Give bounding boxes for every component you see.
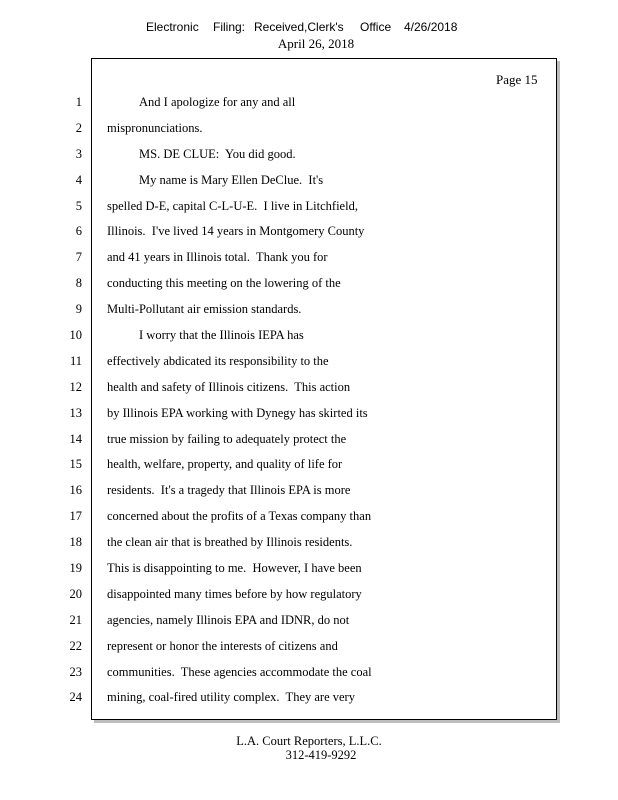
transcript-line: mining, coal-fired utility complex. They are very xyxy=(107,690,355,705)
court-reporter-phone: 312-419-9292 xyxy=(285,748,357,762)
line-number: 9 xyxy=(75,302,82,317)
transcript-line: Multi-Pollutant air emission standards. xyxy=(107,302,302,317)
transcript-line: I worry that the Illinois IEPA has xyxy=(139,328,304,343)
transcript-line: conducting this meeting on the lowering of the xyxy=(107,276,341,291)
page-number: Page 15 xyxy=(496,72,538,87)
line-number: 19 xyxy=(69,561,82,576)
transcript-line: My name is Mary Ellen DeClue. It's xyxy=(139,172,324,187)
transcript-line: represent or honor the interests of citizens and xyxy=(107,638,338,653)
transcript-line: disappointed many times before by how regulatory xyxy=(107,586,362,601)
line-number: 2 xyxy=(75,120,82,135)
line-number: 6 xyxy=(75,224,82,239)
line-number-column xyxy=(58,96,82,717)
transcript-line: spelled D-E, capital C-L-U-E. I live in Litchfield, xyxy=(107,198,358,213)
transcript-line: This is disappointing to me. However, I have been xyxy=(107,561,362,576)
line-number: 17 xyxy=(69,509,82,524)
line-number: 22 xyxy=(69,638,82,653)
line-number: 18 xyxy=(69,535,82,550)
line-number: 1 xyxy=(75,95,82,109)
transcript-line: effectively abdicated its responsibility to the xyxy=(107,353,329,368)
transcript-line: residents. It's a tragedy that Illinois EPA is more xyxy=(107,483,351,498)
line-number: 11 xyxy=(69,353,82,368)
stamp-word-date: 4/26/2018 xyxy=(404,20,458,34)
transcript-line: by Illinois EPA working with Dynegy has skirted its xyxy=(107,405,368,420)
line-number: 21 xyxy=(69,612,82,627)
stamp-word-office: Office xyxy=(360,20,392,34)
transcript-line: concerned about the profits of a Texas company than xyxy=(107,509,372,524)
electronic-filing-stamp xyxy=(0,20,618,36)
line-number: 5 xyxy=(75,198,82,213)
stamp-word-received: Received,Clerk's xyxy=(254,20,344,34)
transcript-line: MS. DE CLUE: You did good. xyxy=(139,146,296,161)
stamp-word-electronic: Electronic xyxy=(146,20,199,34)
stamp-word-filing: Filing: xyxy=(213,20,246,34)
line-number: 12 xyxy=(69,379,82,394)
transcript-line: Illinois. I've lived 14 years in Montgomery County xyxy=(107,224,365,239)
transcript-line: health, welfare, property, and quality of life for xyxy=(107,457,343,472)
transcript-line: the clean air that is breathed by Illinois residents. xyxy=(107,535,353,550)
court-reporter-footer xyxy=(0,734,618,762)
transcript-line: and 41 years in Illinois total. Thank you for xyxy=(107,250,328,265)
court-reporter-name: L.A. Court Reporters, L.L.C. xyxy=(236,734,382,748)
line-number: 20 xyxy=(69,586,82,601)
line-number: 8 xyxy=(75,276,82,291)
line-number: 10 xyxy=(69,328,82,343)
line-number: 7 xyxy=(75,250,82,265)
line-number: 3 xyxy=(75,146,82,161)
transcript-line: communities. These agencies accommodate the coal xyxy=(107,664,372,679)
transcript-line: And I apologize for any and all xyxy=(139,95,296,109)
filing-date: April 26, 2018 xyxy=(277,36,355,51)
line-number: 14 xyxy=(69,431,82,446)
line-number: 24 xyxy=(69,690,82,705)
transcript-text xyxy=(107,96,547,717)
line-number: 13 xyxy=(69,405,82,420)
line-number: 4 xyxy=(75,172,82,187)
line-number: 23 xyxy=(69,664,82,679)
transcript-line: true mission by failing to adequately protect the xyxy=(107,431,347,446)
transcript-line: mispronunciations. xyxy=(107,120,203,135)
line-number: 15 xyxy=(69,457,82,472)
transcript-line: health and safety of Illinois citizens. This action xyxy=(107,379,351,394)
transcript-line: agencies, namely Illinois EPA and IDNR, do not xyxy=(107,612,350,627)
line-number: 16 xyxy=(69,483,82,498)
